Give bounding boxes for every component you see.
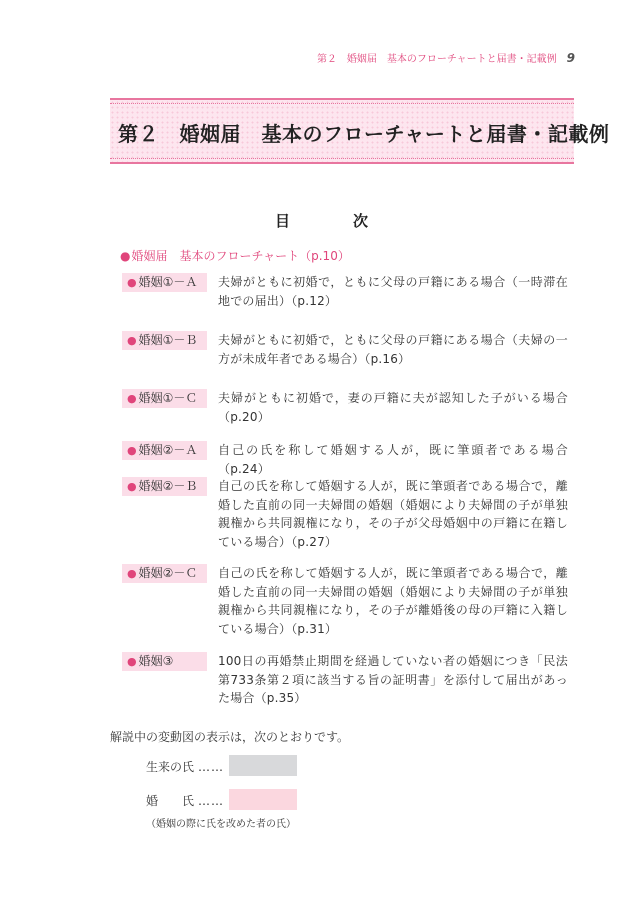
bullet-icon: ● xyxy=(127,567,137,580)
toc-heading: 目 次 xyxy=(274,212,392,230)
legend-leader: …… xyxy=(198,794,225,808)
legend-birth-name-label: 生来の氏 xyxy=(146,760,195,774)
toc-item-label: 婚姻①－Ａ xyxy=(138,275,198,289)
page-number: 9 xyxy=(566,51,575,65)
legend-marriage-name xyxy=(146,792,224,809)
legend-marriage-name-label: 婚 氏 xyxy=(146,794,195,808)
toc-item-label-box xyxy=(122,477,207,496)
birth-name-swatch xyxy=(229,755,297,776)
toc-item-label: 婚姻②－Ａ xyxy=(138,443,198,457)
chapter-title: 第２ 婚姻届 基本のフローチャートと届書・記載例 xyxy=(118,122,610,146)
flowchart-link[interactable] xyxy=(120,247,350,264)
toc-item-text: 100日の再婚禁止期間を経過していない者の婚姻につき「民法第733条第２項に該当する旨の証明書」を添付して届出があった場合（p.35） xyxy=(218,654,568,705)
toc-item-label-box xyxy=(122,441,207,460)
legend-intro: 解説中の変動図の表示は，次のとおりです。 xyxy=(110,730,350,744)
toc-item-label: 婚姻②－Ｂ xyxy=(138,479,198,493)
toc-item-text: 自己の氏を称して婚姻する人が，既に筆頭者である場合で，離婚した直前の同一夫婦間の婚姻（婚姻により夫婦間の子が単独親権から共同親権になり，その子が父母婚姻中の戸籍に在籍している場合）（p.27） xyxy=(218,479,568,549)
toc-item-label-box xyxy=(122,273,207,292)
legend-leader: …… xyxy=(198,760,225,774)
running-header xyxy=(317,50,575,65)
toc-item-label-box xyxy=(122,389,207,408)
toc-item-text: 夫婦がともに初婚で，妻の戸籍に夫が認知した子がいる場合（p.20） xyxy=(218,391,568,424)
marriage-name-swatch xyxy=(229,789,297,810)
flowchart-link-text: 婚姻届 基本のフローチャート（p.10） xyxy=(131,249,350,263)
toc-item-text: 自己の氏を称して婚姻する人が，既に筆頭者である場合（p.24） xyxy=(218,443,568,476)
toc-item-label-box xyxy=(122,564,207,583)
toc-item-text: 夫婦がともに初婚で，ともに父母の戸籍にある場合（夫婦の一方が未成年者である場合）（p.16） xyxy=(218,333,568,366)
toc-item-text: 夫婦がともに初婚で，ともに父母の戸籍にある場合（一時滞在地での届出）（p.12） xyxy=(218,275,568,308)
toc-item-label: 婚姻①－Ｂ xyxy=(138,333,198,347)
bullet-icon: ● xyxy=(127,334,137,347)
running-header-title: 第２ 婚姻届 基本のフローチャートと届書・記載例 xyxy=(316,54,557,65)
bullet-icon: ● xyxy=(127,655,137,668)
toc-item-label: 婚姻②－Ｃ xyxy=(138,566,198,580)
toc-item-label: 婚姻③ xyxy=(138,654,174,668)
legend-birth-name xyxy=(146,758,224,775)
bullet-icon: ● xyxy=(127,392,137,405)
bullet-icon: ● xyxy=(127,276,137,289)
chapter-banner xyxy=(110,98,610,164)
legend-marriage-name-note: （婚姻の際に氏を改めた者の氏） xyxy=(146,819,296,830)
toc-item-label-box xyxy=(122,652,207,671)
toc-item-label: 婚姻①－Ｃ xyxy=(138,391,198,405)
toc-item-text: 自己の氏を称して婚姻する人が，既に筆頭者である場合で，離婚した直前の同一夫婦間の婚姻（婚姻により夫婦間の子が単独親権から共同親権になり，その子が離婚後の母の戸籍に入籍している場合）（p.31） xyxy=(218,566,568,636)
toc-item-label-box xyxy=(122,331,207,350)
bullet-icon: ● xyxy=(120,249,131,263)
bullet-icon: ● xyxy=(127,444,137,457)
bullet-icon: ● xyxy=(127,480,137,493)
